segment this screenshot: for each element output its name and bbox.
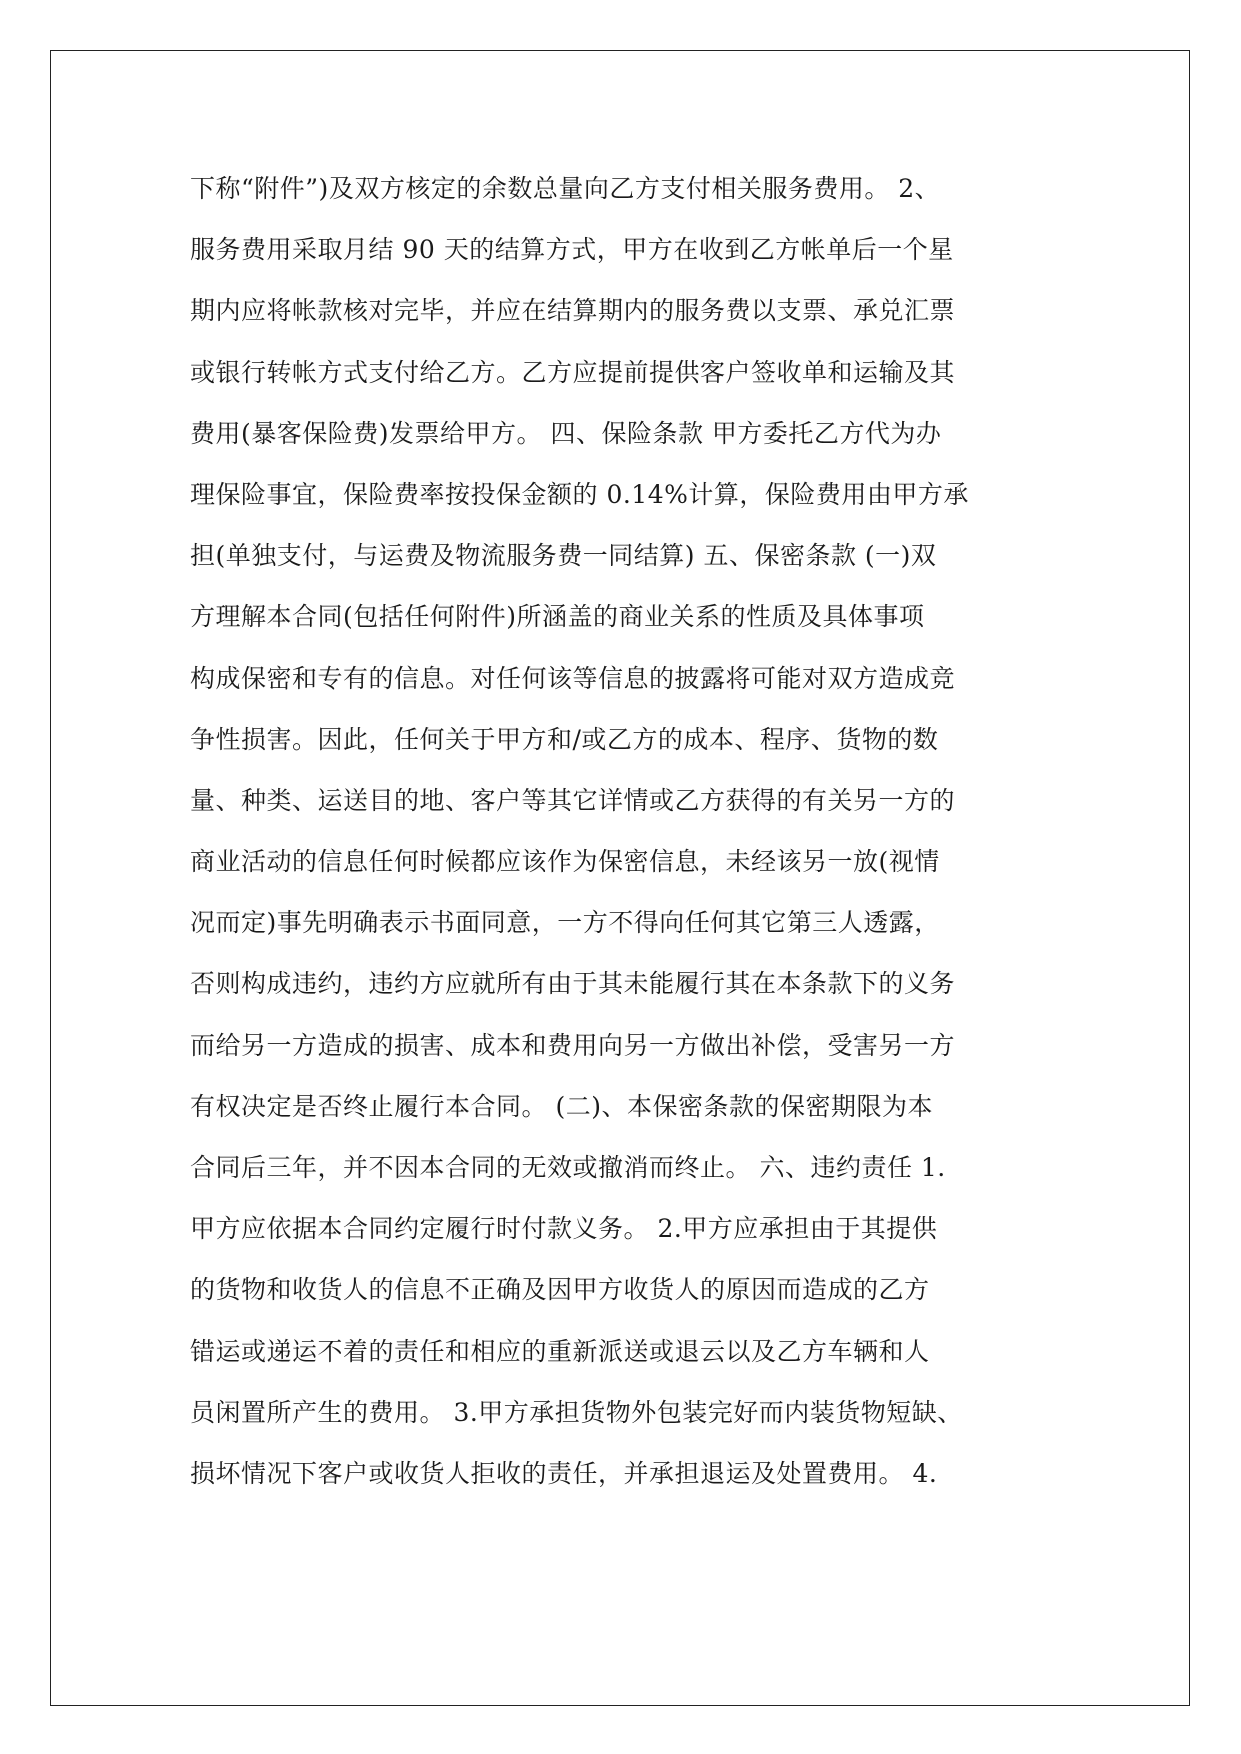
text-line: 错运或递运不着的责任和相应的重新派送或退云以及乙方车辆和人 — [190, 1336, 930, 1366]
text-line: 商业活动的信息任何时候都应该作为保密信息，未经该另一放(视情 — [190, 847, 940, 877]
text-line: 的货物和收货人的信息不正确及因甲方收货人的原因而造成的乙方 — [190, 1275, 930, 1305]
text-line: 争性损害。因此，任何关于甲方和/或乙方的成本、程序、货物的数 — [190, 724, 939, 754]
text-line: 有权决定是否终止履行本合同。 (二)、本保密条款的保密期限为本 — [190, 1091, 933, 1121]
text-line: 员闲置所产生的费用。 3.甲方承担货物外包装完好而内装货物短缺、 — [190, 1397, 963, 1427]
text-line: 服务费用采取月结 90 天的结算方式，甲方在收到乙方帐单后一个星 — [190, 235, 954, 265]
text-line: 或银行转帐方式支付给乙方。乙方应提前提供客户签收单和运输及其 — [190, 357, 956, 387]
text-line: 担(单独支付，与运费及物流服务费一同结算) 五、保密条款 (一)双 — [190, 541, 937, 571]
text-line: 构成保密和专有的信息。对任何该等信息的披露将可能对双方造成竞 — [190, 663, 956, 693]
text-line: 期内应将帐款核对完毕，并应在结算期内的服务费以支票、承兑汇票 — [190, 296, 956, 326]
text-line: 理保险事宜，保险费率按投保金额的 0.14%计算，保险费用由甲方承 — [190, 479, 969, 509]
text-line: 损坏情况下客户或收货人拒收的责任，并承担退运及处置费用。 4. — [190, 1458, 938, 1488]
text-line: 合同后三年，并不因本合同的无效或撤消而终止。 六、违约责任 1. — [190, 1153, 946, 1182]
text-line: 方理解本合同(包括任何附件)所涵盖的商业关系的性质及具体事项 — [190, 602, 925, 632]
text-line: 而给另一方造成的损害、成本和费用向另一方做出补偿，受害另一方 — [190, 1030, 956, 1060]
text-line: 甲方应依据本合同约定履行时付款义务。 2.甲方应承担由于其提供 — [190, 1214, 938, 1244]
text-line: 下称“附件”)及双方核定的余数总量向乙方支付相关服务费用。 2、 — [190, 174, 941, 203]
text-line: 费用(暴客保险费)发票给甲方。 四、保险条款 甲方委托乙方代为办 — [190, 418, 942, 448]
contract-body-text — [190, 158, 1070, 1504]
text-line: 况而定)事先明确表示书面同意，一方不得向任何其它第三人透露， — [190, 908, 940, 938]
text-line: 否则构成违约，违约方应就所有由于其未能履行其在本条款下的义务 — [190, 969, 956, 999]
text-line: 量、种类、运送目的地、客户等其它详情或乙方获得的有关另一方的 — [190, 785, 956, 815]
